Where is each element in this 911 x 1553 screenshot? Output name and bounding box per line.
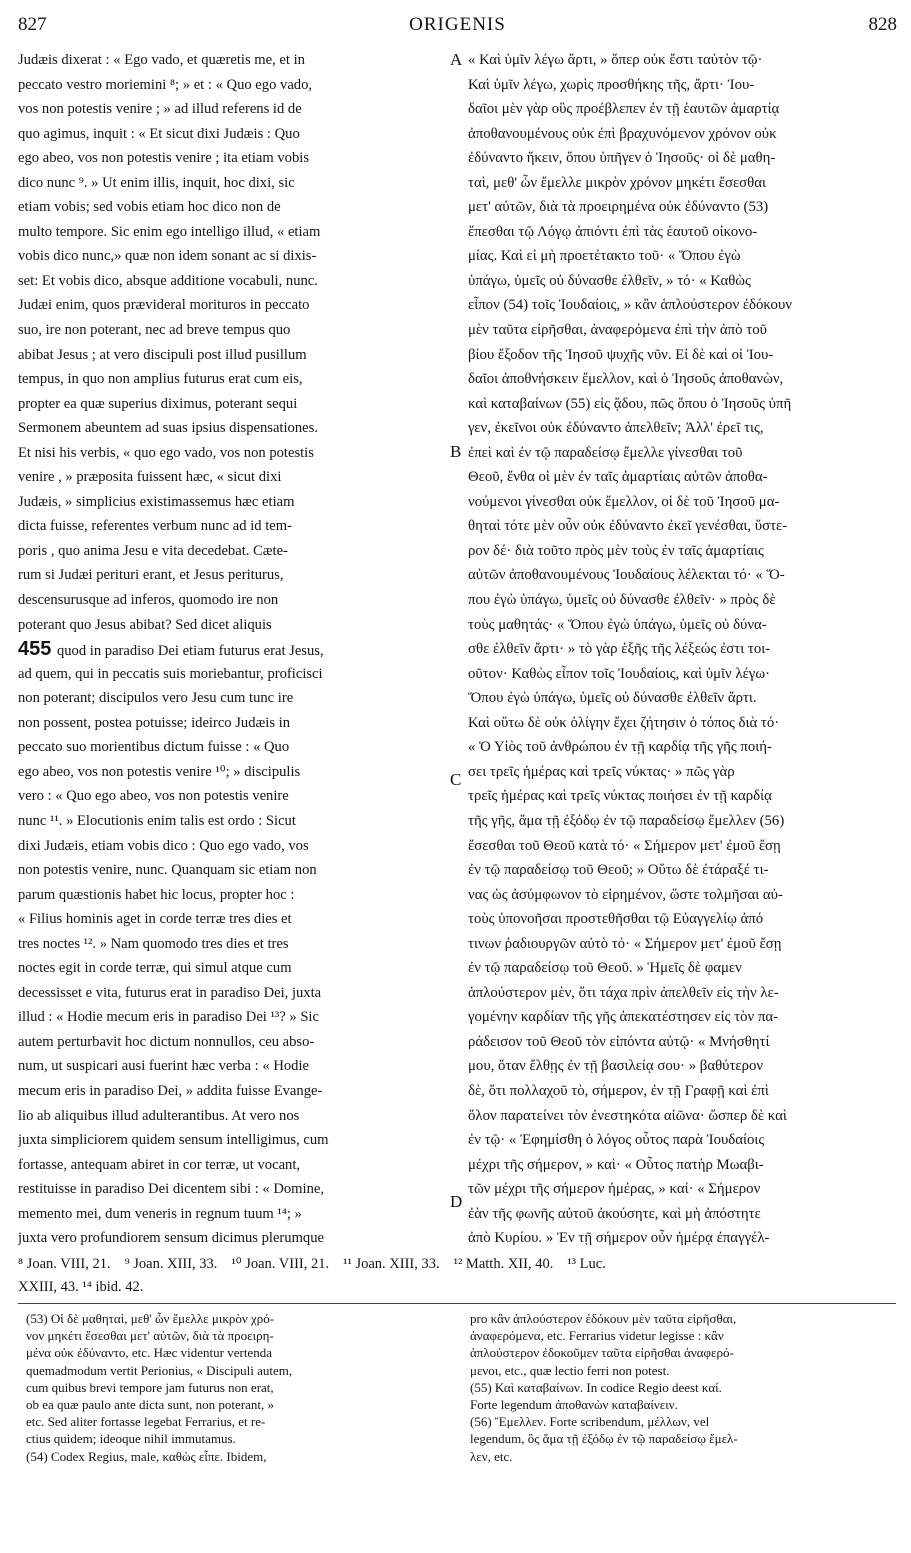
latin-text-line: juxta simpliciorem quidem sensum intelligimus, cum (18, 1132, 329, 1149)
greek-text-line: ἕπεσθαι τῷ Λόγῳ ἀπιόντι ἐπὶ τὰς ἑαυτοῦ οἰκονο- (468, 223, 758, 240)
latin-text-line: fortasse, antequam abiret in cor terræ, ut vocant, (18, 1156, 301, 1173)
note-line: (55) Καὶ καταβαίνων. In codice Regio deest καί. (470, 1379, 722, 1395)
greek-text-line: ἐὰν τῆς φωνῆς αὐτοῦ ἀκούσητε, καὶ μὴ ἀπόστητε (468, 1205, 761, 1222)
latin-text-line: Judæis dixerat : « Ego vado, et quæretis me, et in (18, 52, 305, 68)
greek-text-line: βίου ἔξοδον τῆς Ἰησοῦ ψυχῆς νῦν. Εἰ δὲ καὶ οἱ Ἰου- (468, 346, 774, 363)
latin-text-line: rum si Judæi perituri erant, et Jesus periturus, (18, 567, 284, 584)
latin-text-line: vos non potestis venire ; » ad illud referens id de (18, 101, 302, 118)
latin-text-line: abibat Jesus ; at vero discipuli post illud pusillum (18, 346, 307, 363)
note-line: cum quibus brevi tempore jam futurus non erat, (26, 1379, 274, 1395)
greek-text-line: ὑπάγω, ὑμεῖς οὐ δύνασθε ἐλθεῖν, » τό· « Καθὼς (468, 272, 751, 289)
greek-text-line: ράδεισον τοῦ Θεοῦ τὸν εἰπόντα αὐτῷ· « Μνήσθητί (468, 1033, 770, 1050)
latin-text-line: illud : « Hodie mecum eris in paradiso Dei ¹³? » Sic (18, 1009, 319, 1026)
note-line: Forte legendum ἀποθανὼν καταβαίνειν. (470, 1396, 678, 1412)
greek-text-line: ἐν τῷ· « Ἐφημίσθη ὁ λόγος οὗτος παρὰ Ἰουδαίοις (468, 1132, 765, 1149)
latin-text-line: poterant quo Jesus abibat? Sed dicet aliquis (18, 616, 272, 633)
greek-text-line: ἐν τῷ παραδείσῳ τοῦ Θεοῦ. » Ἡμεῖς δὲ φαμεν (468, 960, 742, 977)
greek-text-line: « Καὶ ὑμῖν λέγω ἄρτι, » ὅπερ οὐκ ἔστι ταὐτὸν τῷ· (468, 52, 763, 68)
running-head (18, 14, 897, 40)
note-line: pro κἂν ἁπλούστερον ἐδόκουν μὲν ταῦτα εἰρῆσθαι, (470, 1311, 737, 1326)
latin-text-line: propter ea quæ superius diximus, poterant sequi (18, 395, 298, 412)
latin-text-line: descensurusque ad inferos, quomodo ire non (18, 592, 279, 609)
greek-text-line: μὲν ταῦτα εἰρῆσθαι, ἀναφερόμενα ἐπὶ τὴν ἀπὸ τοῦ (468, 322, 767, 339)
greek-text-line: ἀπὸ Κυρίου. » Ἐν τῇ σήμερον οὖν ἡμέρᾳ ἐπαγγέλ- (468, 1230, 770, 1247)
column-number: 455 (18, 638, 57, 661)
note-line: legendum, ὃς ἅμα τῇ ἐξόδῳ ἐν τῷ παραδείσῳ ἔμελ- (470, 1431, 738, 1447)
greek-text-line: που ἐγὼ ὑπάγω, ὑμεῖς οὐ δύνασθε ἐλθεῖν· » πρὸς δὲ (468, 592, 776, 609)
reference-item: ¹² Matth. XII, 40. (453, 1256, 554, 1272)
greek-text-line: Θεοῦ, ἔνθα οἱ μὲν ἐν ταῖς ἁμαρτίαις αὐτῶν ἀποθα- (468, 469, 768, 486)
greek-text-line: γομένην καρδίαν τῆς γῆς ἀπεκατέστησεν εἰς τὸν πα- (468, 1009, 779, 1026)
greek-text-line: Καὶ οὕτω δὲ οὐκ ὀλίγην ἔχει ζήτησιν ὁ τόπος διὰ τό· (468, 714, 780, 731)
latin-text-line: vobis dico nunc,» quæ non idem sonant ac si dixis- (18, 248, 317, 265)
reference-line (18, 1253, 897, 1276)
note-line: (56) Ἔμελλεν. Forte scribendum, μέλλων, vel (470, 1414, 710, 1430)
reference-line: XXIII, 43. ¹⁴ ibid. 42. (18, 1279, 144, 1295)
greek-text-line: τῶν μέχρι τῆς σήμερον ἡμέρας, » καί· « Σήμερον (468, 1181, 761, 1198)
greek-text-line: τῆς γῆς, ἅμα τῇ ἐξόδῳ ἐν τῷ παραδείσῳ ἔμελλεν (56) (468, 812, 785, 829)
note-line: νον μηκέτι ἔσεσθαι μετ' αὐτῶν, διὰ τὰ προειρη- (26, 1328, 274, 1344)
note-line: ἁπλούστερον ἐδοκοῦμεν ταῦτα εἰρῆσθαι ἀναφερό- (470, 1345, 734, 1361)
latin-text-line: num, ut suspicari ausi fuerint hæc verba : « Hodie (18, 1058, 309, 1075)
latin-text-line: vero : « Quo ego abeo, vos non potestis venire (18, 788, 289, 805)
note-line: ob ea quæ paulo ante dicta sunt, non poterant, » (26, 1396, 275, 1412)
scripture-references (18, 1253, 897, 1299)
latin-text-line: lio ab aliquibus illud adulterantibus. At vero nos (18, 1107, 300, 1124)
footnote-divider (18, 1303, 896, 1304)
greek-text-line: ὅλον παρατείνει τὸν ἐνεστηκότα αἰῶνα· ὥσπερ δὲ καὶ (468, 1107, 787, 1124)
margin-letter-d: D (450, 1192, 463, 1211)
latin-text-line: ego abeo, vos non potestis venire ; ita etiam vobis (18, 150, 310, 167)
note-line: μενοι, etc., quæ lectio ferri non potest. (470, 1362, 670, 1378)
latin-text-line: noctes egit in corde terræ, qui simul atque cum (18, 960, 292, 977)
latin-text-line: Judæis, » simplicius existimassemus hæc etiam (18, 493, 295, 510)
greek-text-line: γεν, ἐκεῖνοι οὐκ ἐδύναντο ἀπελθεῖν; Ἀλλ' ἐρεῖ τις, (468, 420, 764, 437)
greek-text-line: νας ὡς ἀσύμφωνον τὸ εἰρημένον, ὥστε τολμῆσαι αὐ- (468, 886, 783, 903)
latin-text-line: restituisse in paradiso Dei dicentem sibi : « Domine, (18, 1181, 325, 1198)
latin-text-line: 455 quod in paradiso Dei etiam futurus erat Jesus, (18, 638, 324, 661)
greek-text-line: ἐπεὶ καὶ ἐν τῷ παραδείσῳ ἔμελλε γίνεσθαι τοῦ (468, 444, 743, 461)
latin-text-line: Et nisi his verbis, « quo ego vado, vos non potestis (18, 444, 314, 461)
latin-text-line: tempus, in quo non amplius futurus erat cum eis, (18, 371, 303, 388)
latin-text-line: non potestis venire, nunc. Quanquam sic etiam non (18, 862, 317, 879)
page-number-left: 827 (18, 14, 47, 35)
latin-text-line: non possent, postea potuisse; ideirco Judæis in (18, 714, 290, 731)
latin-text-line: set: Et vobis dico, absque additione vocabuli, nunc. (18, 272, 318, 289)
greek-text-line: τινων ῥαδιουργῶν αὐτὸ τό· « Σήμερον μετ' ἐμοῦ ἔσῃ (468, 935, 782, 952)
greek-text-line: ταὶ, μεθ' ὧν ἔμελλε μικρὸν χρόνον μηκέτι ἔσεσθαι (468, 174, 766, 191)
latin-text-line: venire , » præposita fuissent hæc, « sicut dixi (18, 469, 282, 486)
margin-letter-c: C (450, 770, 462, 789)
greek-text-line: καὶ καταβαίνων (55) εἰς ᾅδου, πῶς ὅπου ὁ Ἰησοῦς ὑπῆ (468, 395, 792, 412)
greek-text-line: δαῖοι ἀποθνήσκειν ἔμελλον, καὶ ὁ Ἰησοῦς ἀποθανὼν, (468, 371, 784, 388)
note-line: μένα οὐκ ἐδύναντο, etc. Hæc videntur vertenda (26, 1345, 272, 1361)
latin-text-line: dixi Judæis, etiam vobis dico : Quo ego vado, vos (18, 837, 309, 854)
greek-text-line: ἔσεσθαι τοῦ Θεοῦ κατὰ τό· « Σήμερον μετ' ἐμοῦ ἔσῃ (468, 837, 781, 854)
greek-text-line: ἐδύναντο ἥκειν, ὅπου ὑπῆγεν ὁ Ἰησοῦς· οἱ δὲ μαθη- (468, 150, 776, 167)
latin-text-line: Judæi enim, quos prævideral morituros in peccato (18, 297, 310, 314)
greek-text-line: « Ὁ Υἱὸς τοῦ ἀνθρώπου ἐν τῇ καρδίᾳ τῆς γῆς ποιή- (468, 739, 772, 756)
latin-text-line: suo, ire non poterant, nec ad breve tempus quo (18, 322, 291, 339)
latin-text-line: decessisset e vita, futurus erat in paradiso Dei, juxta (18, 984, 322, 1001)
latin-text-line: ad quem, qui in peccatis suis moriebantur, proficisci (18, 665, 323, 682)
margin-letter-a: A (450, 50, 463, 69)
greek-text-line: μέχρι τῆς σήμερον, » καὶ· « Οὗτος πατὴρ Μωαβι- (468, 1156, 764, 1173)
greek-text-line: Ὅπου ἐγὼ ὑπάγω, ὑμεῖς οὐ δύνασθε ἐλθεῖν ἄρτι. (468, 690, 757, 707)
note-line: λεν, etc. (470, 1448, 513, 1464)
note-line: etc. Sed aliter fortasse legebat Ferrarius, et re- (26, 1414, 266, 1430)
latin-text-line: mecum eris in paradiso Dei, » addita fuisse Evange- (18, 1082, 323, 1099)
latin-text-line: non poterant; discipulos vero Jesu cum tunc ire (18, 690, 294, 707)
latin-text-line: quo agimus, inquit : « Et sicut dixi Judæis : Quo (18, 125, 300, 142)
latin-text-line: poris , quo anima Jesu e vita decedebat. Cæte- (18, 542, 288, 559)
running-title: ORIGENIS (409, 14, 506, 35)
note-line: (53) Οἱ δὲ μαθηταὶ, μεθ' ὧν ἔμελλε μικρὸν χρό- (26, 1311, 275, 1326)
greek-text-line: ἁπλούστερον μὲν, ὅτι τάχα πρὶν ἀπελθεῖν εἰς τὴν λε- (468, 984, 779, 1001)
greek-text-line: μου, ὅταν ἔλθῃς ἐν τῇ βασιλείᾳ σου· » βαθύτερον (468, 1058, 764, 1075)
latin-text-line: Sermonem abeuntem ad suas ipsius dispensationes. (18, 420, 318, 437)
note-line: ctius quidem; ideoque nihil immutamus. (26, 1431, 236, 1447)
greek-text-line: μίας. Καὶ εἰ μὴ προετέτακτο τοῦ· « Ὅπου ἐγὼ (468, 248, 741, 265)
reference-item: ⁹ Joan. XIII, 33. (124, 1256, 218, 1272)
greek-text-line: δὲ, ὅτι πολλαχοῦ τὸ, σήμερον, ἐν τῇ Γραφῇ καὶ ἐπὶ (468, 1082, 769, 1099)
greek-text-line: ρον δέ· διὰ τοῦτο πρὸς μὲν τοὺς ἐν ταῖς ἁμαρτίαις (468, 542, 764, 559)
greek-text-line: ἀποθανουμένους οὐκ ἐπὶ βραχυνόμενον χρόνον οὐκ (468, 125, 777, 142)
greek-text-line: Καὶ ὑμῖν λέγω, χωρὶς προσθήκης τῆς, ἄρτι· Ἰου- (468, 76, 755, 93)
latin-text-line: « Filius hominis aget in corde terræ tres dies et (18, 911, 292, 928)
latin-text-line: memento mei, dum veneris in regnum tuum ¹⁴; » (18, 1205, 302, 1222)
latin-text-line: tres noctes ¹². » Nam quomodo tres dies et tres (18, 935, 289, 952)
page-number-right: 828 (868, 14, 897, 35)
greek-text-line: νούμενοι γίνεσθαι οὐκ ἔμελλον, οἱ δὲ τοῦ Ἰησοῦ μα- (468, 493, 780, 510)
latin-text-line: autem perturbavit hoc dictum nonnullos, ceu abso- (18, 1033, 315, 1050)
note-line: (54) Codex Regius, male, καθὼς εἶπε. Ibidem, (26, 1448, 267, 1464)
greek-text-line: σθε ἐλθεῖν ἄρτι· » τὸ γὰρ ἑξῆς τῆς λέξεώς ἐστι τοι- (468, 641, 771, 658)
editorial-notes-right (470, 1310, 898, 1465)
latin-text-line: nunc ¹¹. » Elocutionis enim talis est ordo : Sicut (18, 812, 296, 829)
greek-text-line: οῦτον· Καθὼς εἶπον τοῖς Ἰουδαίοις, καὶ ὑμῖν λέγω· (468, 665, 771, 682)
greek-text-line: θηταὶ τότε μὲν οὖν οὐκ ἐδύναντο ἐκεῖ γενέσθαι, ὕστε- (468, 518, 788, 535)
latin-text-line: parum quæstionis habet hic locus, propter hoc : (18, 886, 295, 903)
note-line: ἀναφερόμενα, etc. Ferrarius videtur legisse : κἂν (470, 1328, 724, 1344)
greek-text-line: δαῖοι μὲν γὰρ οὓς προέβλεπεν ἐν τῇ ἑαυτῶν ἁμαρτίᾳ (468, 101, 780, 118)
latin-text-line: multo tempore. Sic enim ego intelligo illud, « etiam (18, 223, 321, 240)
greek-text-line: μετ' αὐτῶν, διὰ τὰ προειρημένα οὐκ ἐδύναντο (53) (468, 199, 769, 216)
greek-text-line: εἶπον (54) τοῖς Ἰουδαίοις, » κἂν ἁπλούστερον ἐδόκουν (468, 297, 792, 314)
greek-text-line: τοὺς μαθητάς· « Ὅπου ἐγὼ ὑπάγω, ὑμεῖς οὐ δύνα- (468, 616, 767, 633)
greek-text-line: αὐτῶν ἀποθανουμένους Ἰουδαίους λέλεκται τό· « Ὅ- (468, 567, 785, 584)
editorial-notes-left (26, 1310, 450, 1465)
reference-item: ¹⁰ Joan. VIII, 21. (231, 1256, 330, 1272)
reference-item: ⁸ Joan. VIII, 21. (18, 1256, 111, 1272)
latin-text-line: juxta vero profundiorem sensum dicimus plerumque (18, 1230, 324, 1247)
reference-item: ¹¹ Joan. XIII, 33. (343, 1256, 440, 1272)
reference-item: ¹³ Luc. (567, 1256, 606, 1272)
greek-text-line: τρεῖς ἡμέρας καὶ τρεῖς νύκτας ποιήσει ἐν τῇ καρδίᾳ (468, 788, 772, 805)
greek-text-line: σει τρεῖς ἡμέρας καὶ τρεῖς νύκτας· » πῶς γὰρ (468, 763, 735, 780)
latin-text-line: dicta fuisse, referentes verbum nunc ad id tem- (18, 518, 292, 535)
latin-text-line: ego abeo, vos non potestis venire ¹⁰; » discipulis (18, 763, 301, 780)
latin-text-line: etiam vobis; sed vobis etiam hoc dico non de (18, 199, 281, 216)
greek-text-line: τοὺς ὑπονοῆσαι προστεθῆσθαι τῷ Εὐαγγελίῳ ἀπό (468, 911, 764, 928)
latin-text-line: dico nunc ⁹. » Ut enim illis, inquit, hoc dixi, sic (18, 174, 295, 191)
latin-text-line: peccato vestro moriemini ⁸; » et : « Quo ego vado, (18, 76, 313, 93)
greek-text-line: ἐν τῷ παραδείσῳ τοῦ Θεοῦ; » Οὕτω δὲ ἐτάραξέ τι- (468, 862, 769, 879)
latin-text-line: peccato suo morientibus dictum fuisse : « Quo (18, 739, 290, 756)
note-line: quemadmodum vertit Perionius, « Discipuli autem, (26, 1362, 293, 1378)
margin-letter-b: B (450, 442, 462, 461)
